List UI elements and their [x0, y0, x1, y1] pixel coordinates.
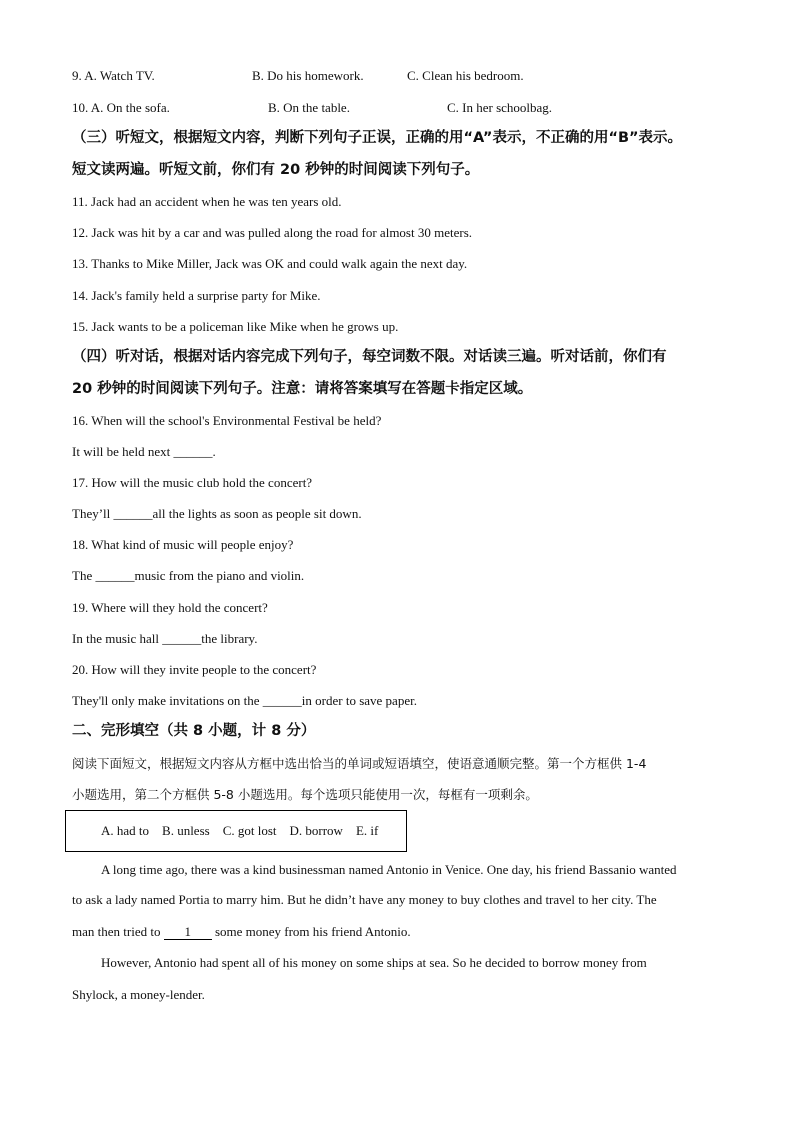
answer-18: The ______music from the piano and violin.: [72, 568, 305, 583]
section3-heading-line1: （三）听短文，根据短文内容，判断下列句子正误，正确的用“A”表示，不正确的用“B”表示。: [72, 130, 683, 146]
passage-p1-line1: A long time ago, there was a kind businessman named Antonio in Venice. One day, his friend Bassanio wanted: [101, 862, 677, 877]
question-20: 20. How will they invite people to the concert?: [72, 662, 317, 677]
answer-16: It will be held next ______.: [72, 444, 216, 459]
part2-heading: 二、完形填空（共 8 小题，计 8 分）: [72, 723, 316, 739]
answer-20: They'll only make invitations on the ______in order to save paper.: [72, 693, 417, 708]
passage-p1-line2: to ask a lady named Portia to marry him. But he didn’t have any money to buy clothes and travel to her city. The: [72, 892, 657, 907]
passage-p2-line2: Shylock, a money-lender.: [72, 987, 205, 1002]
part2-instruction-line2: 小题选用，第二个方框供 5-8 小题选用。每个选项只能使用一次，每框有一项剩余。: [72, 787, 538, 802]
section4-heading-line1: （四）听对话，根据对话内容完成下列句子，每空词数不限。对话读三遍。听对话前，你们有: [72, 349, 667, 365]
passage-p1-line3-end: some money from his friend Antonio.: [211, 924, 411, 939]
word-box-options: A. had to B. unless C. got lost D. borrow E. if: [101, 823, 379, 838]
passage-p2-line1: However, Antonio had spent all of his money on some ships at sea. So he decided to borrow money from: [101, 955, 647, 970]
section4-heading-line2: 20 秒钟的时间阅读下列句子。注意：请将答案填写在答题卡指定区域。: [72, 381, 533, 397]
q9-option-b: B. Do his homework.: [252, 68, 364, 83]
statement-13: 13. Thanks to Mike Miller, Jack was OK and could walk again the next day.: [72, 256, 468, 271]
statement-12: 12. Jack was hit by a car and was pulled along the road for almost 30 meters.: [72, 225, 472, 240]
answer-19: In the music hall ______the library.: [72, 631, 258, 646]
q10-option-a: 10. A. On the sofa.: [72, 100, 170, 115]
q10-option-c: C. In her schoolbag.: [447, 100, 553, 115]
q9-option-c: C. Clean his bedroom.: [407, 68, 524, 83]
statement-11: 11. Jack had an accident when he was ten years old.: [72, 194, 342, 209]
statement-14: 14. Jack's family held a surprise party for Mike.: [72, 288, 321, 303]
part2-instruction-line1: 阅读下面短文，根据短文内容从方框中选出恰当的单词或短语填空，使语意通顺完整。第一个方框供 1-4: [72, 756, 647, 771]
q10-option-b: B. On the table.: [268, 100, 350, 115]
question-17: 17. How will the music club hold the concert?: [72, 475, 313, 490]
statement-15: 15. Jack wants to be a policeman like Mike when he grows up.: [72, 319, 399, 334]
question-16: 16. When will the school's Environmental Festival be held?: [72, 413, 382, 428]
question-18: 18. What kind of music will people enjoy?: [72, 537, 294, 552]
blank-1[interactable]: 1: [164, 925, 212, 940]
passage-p1-line3-start: man then tried to: [72, 924, 164, 939]
passage-p1-line3: [72, 924, 411, 940]
answer-17: They’ll ______all the lights as soon as people sit down.: [72, 506, 362, 521]
q9-option-a: 9. A. Watch TV.: [72, 68, 155, 83]
question-19: 19. Where will they hold the concert?: [72, 600, 268, 615]
section3-heading-line2: 短文读两遍。听短文前，你们有 20 秒钟的时间阅读下列句子。: [72, 162, 480, 178]
